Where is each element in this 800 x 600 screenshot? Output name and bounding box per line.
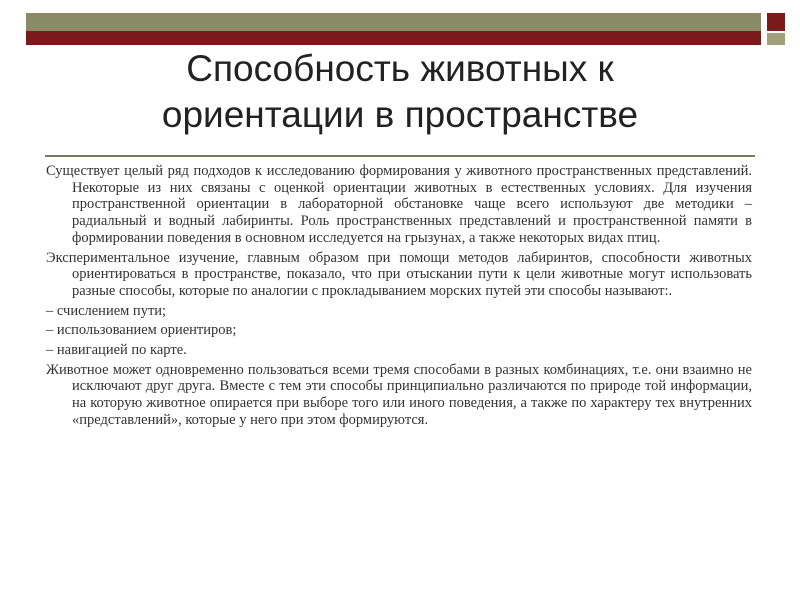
list-item: – использованием ориентиров; (46, 322, 237, 339)
header-bar (26, 31, 761, 45)
paragraph-3: Животное может одновременно пользоваться всеми тремя способами в разных комбинациях, т.е. они взаимно не исключают друг друга. Вместе с тем эти способы принципиально различаются по природе той информации, на которую животное опирается при выборе того или иного поведения, а также по характеру тех внутренних «представлений», которые у него при этом формируются. (46, 361, 752, 428)
title-line-2: ориентации в пространстве (161, 94, 639, 135)
title-line-1: Способность животных к (186, 48, 614, 89)
paragraph-1: Существует целый ряд подходов к исследованию формирования у животного пространственных представлений. Некоторые из них связаны с оценкой ориентации животных в естественных условиях. Для изучения пространственной ориентации в лабораторной обстановке чаще всего используют две методики – радиальный и водный лабиринты. Роль пространственных представлений и пространственной памяти в формировании поведения в основном исследуется на грызунах, а также некоторых видах птиц. (46, 163, 752, 246)
slide-title (60, 46, 740, 138)
corner-decoration-small (767, 33, 785, 45)
title-divider (45, 155, 755, 157)
list-item: – навигацией по карте. (46, 342, 187, 359)
paragraph-2: Экспериментальное изучение, главным образом при помощи методов лабиринтов, способности животных ориентироваться в пространстве, показало, что при отыскании пути к цели животные могут использовать разные способы, которые по аналогии с прокладыванием морских путей эти способы называют:. (46, 249, 752, 299)
corner-decoration (767, 13, 785, 31)
header-stripe (26, 13, 761, 31)
slide-body (46, 163, 752, 432)
list-item: – счислением пути; (46, 302, 167, 319)
